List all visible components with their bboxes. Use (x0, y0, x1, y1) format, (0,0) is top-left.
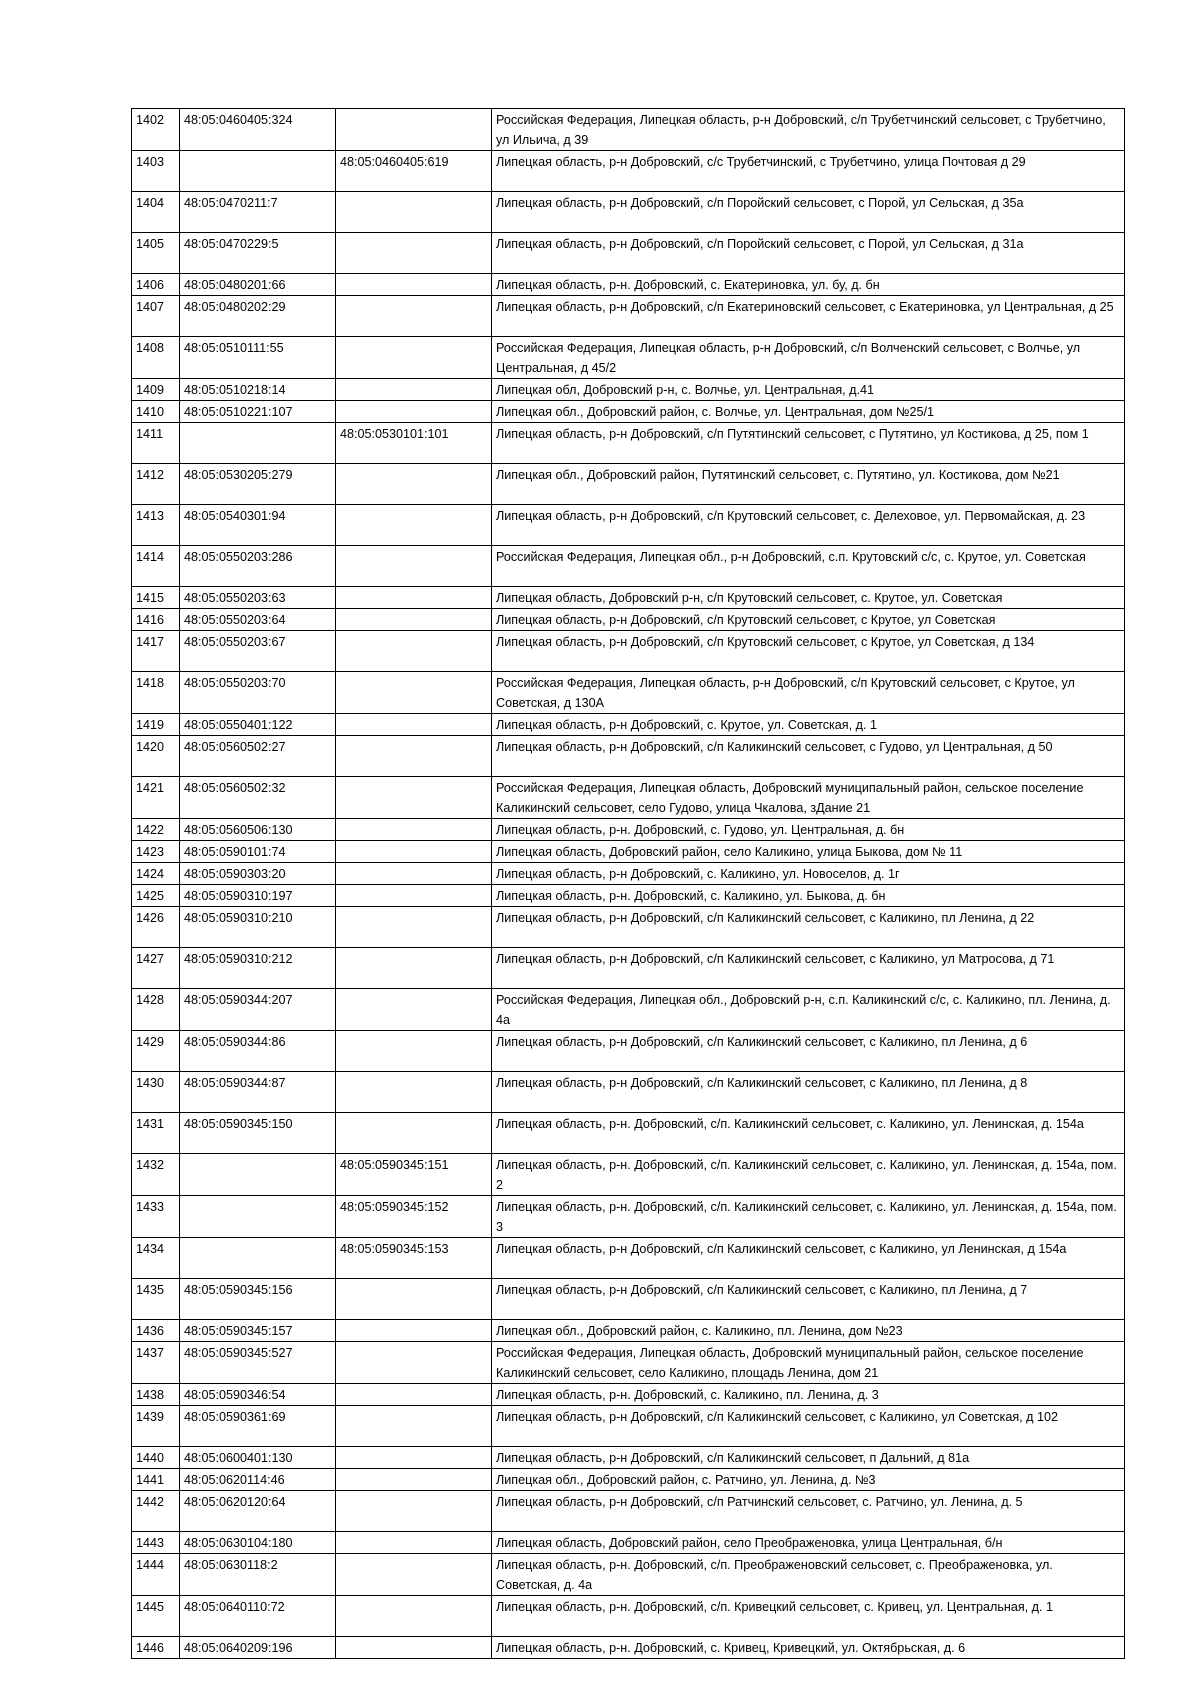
row-number-cell: 1444 (132, 1554, 180, 1596)
premises-cadastral-number-cell (336, 819, 492, 841)
table-row (132, 1320, 1125, 1342)
address-cell: Липецкая область, р-н Добровский, с/п Поройский сельсовет, с Порой, ул Сельская, д 35а (492, 192, 1125, 233)
premises-cadastral-number-cell (336, 907, 492, 948)
table-row (132, 1384, 1125, 1406)
premises-cadastral-number-cell (336, 1596, 492, 1637)
address-cell: Липецкая обл., Добровский район, с. Каликино, пл. Ленина, дом №23 (492, 1320, 1125, 1342)
row-number-cell: 1414 (132, 546, 180, 587)
table-row (132, 192, 1125, 233)
table-row (132, 1447, 1125, 1469)
cadastral-number-cell: 48:05:0470229:5 (180, 233, 336, 274)
row-number-cell: 1405 (132, 233, 180, 274)
cadastral-number-cell: 48:05:0560506:130 (180, 819, 336, 841)
table-row (132, 505, 1125, 546)
table-body (132, 109, 1125, 1659)
table-row (132, 109, 1125, 151)
row-number-cell: 1446 (132, 1637, 180, 1659)
row-number-cell: 1412 (132, 464, 180, 505)
table-row (132, 587, 1125, 609)
cadastral-number-cell: 48:05:0590310:210 (180, 907, 336, 948)
table-row (132, 1596, 1125, 1637)
premises-cadastral-number-cell: 48:05:0460405:619 (336, 151, 492, 192)
row-number-cell: 1416 (132, 609, 180, 631)
cadastral-number-cell (180, 1238, 336, 1279)
address-cell: Липецкая область, р-н Добровский, с/п Крутовский сельсовет, с. Делеховое, ул. Первомайская, д. 23 (492, 505, 1125, 546)
cadastral-number-cell: 48:05:0590310:212 (180, 948, 336, 989)
premises-cadastral-number-cell (336, 736, 492, 777)
address-cell: Липецкая область, р-н Добровский, с/п Путятинский сельсовет, с Путятино, ул Костикова, д 25, пом 1 (492, 423, 1125, 464)
address-cell: Липецкая обл., Добровский район, с. Ратчино, ул. Ленина, д. №3 (492, 1469, 1125, 1491)
table-row (132, 1279, 1125, 1320)
table-row (132, 401, 1125, 423)
cadastral-number-cell: 48:05:0540301:94 (180, 505, 336, 546)
row-number-cell: 1434 (132, 1238, 180, 1279)
row-number-cell: 1404 (132, 192, 180, 233)
cadastral-number-cell: 48:05:0640209:196 (180, 1637, 336, 1659)
table-row (132, 948, 1125, 989)
premises-cadastral-number-cell (336, 505, 492, 546)
address-cell: Липецкая область, р-н Добровский, с/с Трубетчинский, с Трубетчино, улица Почтовая д 29 (492, 151, 1125, 192)
cadastral-number-cell: 48:05:0590344:207 (180, 989, 336, 1031)
property-register-table (131, 108, 1125, 1659)
address-cell: Липецкая область, р-н Добровский, с/п Каликинский сельсовет, п Дальний, д 81а (492, 1447, 1125, 1469)
row-number-cell: 1420 (132, 736, 180, 777)
row-number-cell: 1413 (132, 505, 180, 546)
premises-cadastral-number-cell (336, 379, 492, 401)
address-cell: Липецкая область, Добровский район, село Каликино, улица Быкова, дом № 11 (492, 841, 1125, 863)
address-cell: Российская Федерация, Липецкая область, р-н Добровский, с/п Волченский сельсовет, с Волчье, ул Центральная, д 45/2 (492, 337, 1125, 379)
table-row (132, 819, 1125, 841)
row-number-cell: 1430 (132, 1072, 180, 1113)
premises-cadastral-number-cell (336, 546, 492, 587)
premises-cadastral-number-cell (336, 1113, 492, 1154)
cadastral-number-cell: 48:05:0590346:54 (180, 1384, 336, 1406)
premises-cadastral-number-cell (336, 464, 492, 505)
address-cell: Липецкая обл., Добровский район, Путятинский сельсовет, с. Путятино, ул. Костикова, дом №21 (492, 464, 1125, 505)
address-cell: Липецкая область, р-н Добровский, с/п Каликинский сельсовет, с Каликино, ул Матросова, д 71 (492, 948, 1125, 989)
table-row (132, 546, 1125, 587)
address-cell: Липецкая область, р-н. Добровский, с. Каликино, ул. Быкова, д. бн (492, 885, 1125, 907)
table-row (132, 609, 1125, 631)
premises-cadastral-number-cell (336, 1532, 492, 1554)
cadastral-number-cell: 48:05:0550203:63 (180, 587, 336, 609)
table-row (132, 337, 1125, 379)
row-number-cell: 1427 (132, 948, 180, 989)
address-cell: Липецкая область, р-н. Добровский, с/п. Кривецкий сельсовет, с. Кривец, ул. Центральная, д. 1 (492, 1596, 1125, 1637)
table-row (132, 296, 1125, 337)
cadastral-number-cell: 48:05:0550401:122 (180, 714, 336, 736)
row-number-cell: 1409 (132, 379, 180, 401)
cadastral-number-cell: 48:05:0630104:180 (180, 1532, 336, 1554)
cadastral-number-cell: 48:05:0590303:20 (180, 863, 336, 885)
row-number-cell: 1408 (132, 337, 180, 379)
row-number-cell: 1429 (132, 1031, 180, 1072)
cadastral-number-cell: 48:05:0590345:150 (180, 1113, 336, 1154)
premises-cadastral-number-cell (336, 1491, 492, 1532)
address-cell: Липецкая область, р-н Добровский, с/п Каликинский сельсовет, с Каликино, пл Ленина, д 22 (492, 907, 1125, 948)
cadastral-number-cell: 48:05:0630118:2 (180, 1554, 336, 1596)
cadastral-number-cell (180, 1154, 336, 1196)
row-number-cell: 1435 (132, 1279, 180, 1320)
address-cell: Липецкая область, р-н. Добровский, с/п. Каликинский сельсовет, с. Каликино, ул. Ленинская, д. 154а, пом. 2 (492, 1154, 1125, 1196)
address-cell: Липецкая область, р-н Добровский, с/п Каликинский сельсовет, с Каликино, ул Ленинская, д 154а (492, 1238, 1125, 1279)
address-cell: Липецкая область, р-н. Добровский, с/п. Каликинский сельсовет, с. Каликино, ул. Ленинская, д. 154а, пом. 3 (492, 1196, 1125, 1238)
cadastral-number-cell: 48:05:0550203:70 (180, 672, 336, 714)
premises-cadastral-number-cell (336, 337, 492, 379)
premises-cadastral-number-cell (336, 233, 492, 274)
cadastral-number-cell: 48:05:0550203:67 (180, 631, 336, 672)
address-cell: Российская Федерация, Липецкая область, Добровский муниципальный район, сельское поселение Каликинский сельсовет, село Гудово, улица Чкалова, зДание 21 (492, 777, 1125, 819)
table-row (132, 1469, 1125, 1491)
premises-cadastral-number-cell (336, 989, 492, 1031)
premises-cadastral-number-cell (336, 841, 492, 863)
table-row (132, 1491, 1125, 1532)
row-number-cell: 1438 (132, 1384, 180, 1406)
table-row (132, 274, 1125, 296)
premises-cadastral-number-cell (336, 863, 492, 885)
document-page (131, 108, 1124, 1659)
cadastral-number-cell: 48:05:0470211:7 (180, 192, 336, 233)
row-number-cell: 1441 (132, 1469, 180, 1491)
row-number-cell: 1426 (132, 907, 180, 948)
premises-cadastral-number-cell (336, 296, 492, 337)
row-number-cell: 1442 (132, 1491, 180, 1532)
cadastral-number-cell: 48:05:0590345:156 (180, 1279, 336, 1320)
cadastral-number-cell: 48:05:0480202:29 (180, 296, 336, 337)
row-number-cell: 1445 (132, 1596, 180, 1637)
cadastral-number-cell: 48:05:0550203:286 (180, 546, 336, 587)
cadastral-number-cell: 48:05:0620114:46 (180, 1469, 336, 1491)
premises-cadastral-number-cell (336, 1279, 492, 1320)
premises-cadastral-number-cell (336, 1554, 492, 1596)
row-number-cell: 1431 (132, 1113, 180, 1154)
premises-cadastral-number-cell (336, 1384, 492, 1406)
address-cell: Липецкая область, р-н Добровский, с/п Каликинский сельсовет, с Гудово, ул Центральная, д 50 (492, 736, 1125, 777)
cadastral-number-cell (180, 1196, 336, 1238)
row-number-cell: 1443 (132, 1532, 180, 1554)
table-row (132, 1196, 1125, 1238)
address-cell: Липецкая область, р-н Добровский, с/п Поройский сельсовет, с Порой, ул Сельская, д 31а (492, 233, 1125, 274)
premises-cadastral-number-cell (336, 274, 492, 296)
premises-cadastral-number-cell (336, 1342, 492, 1384)
cadastral-number-cell: 48:05:0590101:74 (180, 841, 336, 863)
table-row (132, 233, 1125, 274)
cadastral-number-cell: 48:05:0560502:32 (180, 777, 336, 819)
premises-cadastral-number-cell: 48:05:0530101:101 (336, 423, 492, 464)
cadastral-number-cell: 48:05:0640110:72 (180, 1596, 336, 1637)
row-number-cell: 1440 (132, 1447, 180, 1469)
row-number-cell: 1418 (132, 672, 180, 714)
table-row (132, 464, 1125, 505)
premises-cadastral-number-cell (336, 1637, 492, 1659)
table-row (132, 151, 1125, 192)
address-cell: Липецкая область, р-н Добровский, с/п Ратчинский сельсовет, с. Ратчино, ул. Ленина, д. 5 (492, 1491, 1125, 1532)
row-number-cell: 1428 (132, 989, 180, 1031)
cadastral-number-cell: 48:05:0510221:107 (180, 401, 336, 423)
cadastral-number-cell: 48:05:0530205:279 (180, 464, 336, 505)
premises-cadastral-number-cell: 48:05:0590345:152 (336, 1196, 492, 1238)
cadastral-number-cell: 48:05:0600401:130 (180, 1447, 336, 1469)
cadastral-number-cell: 48:05:0590344:86 (180, 1031, 336, 1072)
premises-cadastral-number-cell: 48:05:0590345:153 (336, 1238, 492, 1279)
premises-cadastral-number-cell (336, 631, 492, 672)
table-row (132, 672, 1125, 714)
address-cell: Российская Федерация, Липецкая область, р-н Добровский, с/п Крутовский сельсовет, с Крутое, ул Советская, д 130А (492, 672, 1125, 714)
row-number-cell: 1437 (132, 1342, 180, 1384)
address-cell: Липецкая область, р-н. Добровский, с. Каликино, пл. Ленина, д. 3 (492, 1384, 1125, 1406)
cadastral-number-cell: 48:05:0590361:69 (180, 1406, 336, 1447)
row-number-cell: 1411 (132, 423, 180, 464)
table-row (132, 907, 1125, 948)
premises-cadastral-number-cell (336, 1072, 492, 1113)
address-cell: Липецкая область, р-н Добровский, с/п Крутовский сельсовет, с Крутое, ул Советская (492, 609, 1125, 631)
table-row (132, 1406, 1125, 1447)
row-number-cell: 1439 (132, 1406, 180, 1447)
row-number-cell: 1424 (132, 863, 180, 885)
table-row (132, 1637, 1125, 1659)
row-number-cell: 1423 (132, 841, 180, 863)
row-number-cell: 1422 (132, 819, 180, 841)
table-row (132, 989, 1125, 1031)
premises-cadastral-number-cell (336, 609, 492, 631)
table-row (132, 379, 1125, 401)
row-number-cell: 1425 (132, 885, 180, 907)
row-number-cell: 1417 (132, 631, 180, 672)
premises-cadastral-number-cell (336, 587, 492, 609)
premises-cadastral-number-cell (336, 777, 492, 819)
premises-cadastral-number-cell (336, 714, 492, 736)
table-row (132, 1072, 1125, 1113)
premises-cadastral-number-cell (336, 1320, 492, 1342)
table-row (132, 777, 1125, 819)
row-number-cell: 1407 (132, 296, 180, 337)
address-cell: Липецкая область, р-н Добровский, с. Каликино, ул. Новоселов, д. 1г (492, 863, 1125, 885)
table-row (132, 1532, 1125, 1554)
address-cell: Липецкая область, р-н. Добровский, с. Екатериновка, ул. бу, д. бн (492, 274, 1125, 296)
cadastral-number-cell: 48:05:0590344:87 (180, 1072, 336, 1113)
row-number-cell: 1419 (132, 714, 180, 736)
premises-cadastral-number-cell (336, 109, 492, 151)
address-cell: Липецкая область, р-н Добровский, с/п Каликинский сельсовет, с Каликино, пл Ленина, д 7 (492, 1279, 1125, 1320)
table-row (132, 1113, 1125, 1154)
premises-cadastral-number-cell (336, 1447, 492, 1469)
table-row (132, 423, 1125, 464)
row-number-cell: 1432 (132, 1154, 180, 1196)
row-number-cell: 1410 (132, 401, 180, 423)
cadastral-number-cell: 48:05:0590345:527 (180, 1342, 336, 1384)
cadastral-number-cell: 48:05:0510111:55 (180, 337, 336, 379)
premises-cadastral-number-cell (336, 1469, 492, 1491)
address-cell: Российская Федерация, Липецкая область, Добровский муниципальный район, сельское поселение Каликинский сельсовет, село Каликино, площадь Ленина, дом 21 (492, 1342, 1125, 1384)
address-cell: Липецкая область, р-н Добровский, с/п Крутовский сельсовет, с Крутое, ул Советская, д 134 (492, 631, 1125, 672)
address-cell: Липецкая обл., Добровский район, с. Волчье, ул. Центральная, дом №25/1 (492, 401, 1125, 423)
address-cell: Липецкая область, р-н Добровский, с/п Каликинский сельсовет, с Каликино, ул Советская, д 102 (492, 1406, 1125, 1447)
address-cell: Липецкая область, р-н. Добровский, с/п. Преображеновский сельсовет, с. Преображеновка, ул. Советская, д. 4а (492, 1554, 1125, 1596)
table-row (132, 885, 1125, 907)
table-row (132, 1238, 1125, 1279)
address-cell: Липецкая область, Добровский район, село Преображеновка, улица Центральная, б/н (492, 1532, 1125, 1554)
address-cell: Липецкая область, р-н. Добровский, с/п. Каликинский сельсовет, с. Каликино, ул. Ленинская, д. 154а (492, 1113, 1125, 1154)
cadastral-number-cell: 48:05:0460405:324 (180, 109, 336, 151)
row-number-cell: 1415 (132, 587, 180, 609)
premises-cadastral-number-cell (336, 1031, 492, 1072)
address-cell: Липецкая область, р-н Добровский, с/п Каликинский сельсовет, с Каликино, пл Ленина, д 6 (492, 1031, 1125, 1072)
table-row (132, 714, 1125, 736)
row-number-cell: 1406 (132, 274, 180, 296)
cadastral-number-cell: 48:05:0590310:197 (180, 885, 336, 907)
table-row (132, 1154, 1125, 1196)
premises-cadastral-number-cell (336, 672, 492, 714)
address-cell: Российская Федерация, Липецкая обл., р-н Добровский, с.п. Крутовский с/с, с. Крутое, ул. Советская (492, 546, 1125, 587)
premises-cadastral-number-cell (336, 885, 492, 907)
cadastral-number-cell: 48:05:0510218:14 (180, 379, 336, 401)
address-cell: Липецкая область, р-н. Добровский, с. Гудово, ул. Центральная, д. бн (492, 819, 1125, 841)
address-cell: Липецкая область, Добровский р-н, с/п Крутовский сельсовет, с. Крутое, ул. Советская (492, 587, 1125, 609)
cadastral-number-cell: 48:05:0560502:27 (180, 736, 336, 777)
cadastral-number-cell: 48:05:0550203:64 (180, 609, 336, 631)
row-number-cell: 1421 (132, 777, 180, 819)
cadastral-number-cell: 48:05:0620120:64 (180, 1491, 336, 1532)
premises-cadastral-number-cell: 48:05:0590345:151 (336, 1154, 492, 1196)
address-cell: Липецкая область, р-н. Добровский, с. Кривец, Кривецкий, ул. Октябрьская, д. 6 (492, 1637, 1125, 1659)
address-cell: Липецкая область, р-н Добровский, с/п Каликинский сельсовет, с Каликино, пл Ленина, д 8 (492, 1072, 1125, 1113)
premises-cadastral-number-cell (336, 192, 492, 233)
row-number-cell: 1433 (132, 1196, 180, 1238)
cadastral-number-cell (180, 151, 336, 192)
address-cell: Липецкая область, р-н Добровский, с. Крутое, ул. Советская, д. 1 (492, 714, 1125, 736)
table-row (132, 736, 1125, 777)
table-row (132, 863, 1125, 885)
address-cell: Российская Федерация, Липецкая обл., Добровский р-н, с.п. Каликинский с/с, с. Каликино, пл. Ленина, д. 4а (492, 989, 1125, 1031)
table-row (132, 1031, 1125, 1072)
cadastral-number-cell: 48:05:0480201:66 (180, 274, 336, 296)
row-number-cell: 1402 (132, 109, 180, 151)
table-row (132, 1554, 1125, 1596)
cadastral-number-cell (180, 423, 336, 464)
premises-cadastral-number-cell (336, 1406, 492, 1447)
cadastral-number-cell: 48:05:0590345:157 (180, 1320, 336, 1342)
row-number-cell: 1436 (132, 1320, 180, 1342)
table-row (132, 1342, 1125, 1384)
premises-cadastral-number-cell (336, 401, 492, 423)
row-number-cell: 1403 (132, 151, 180, 192)
table-row (132, 841, 1125, 863)
address-cell: Липецкая обл, Добровский р-н, с. Волчье, ул. Центральная, д.41 (492, 379, 1125, 401)
table-row (132, 631, 1125, 672)
address-cell: Российская Федерация, Липецкая область, р-н Добровский, с/п Трубетчинский сельсовет, с Трубетчино, ул Ильича, д 39 (492, 109, 1125, 151)
premises-cadastral-number-cell (336, 948, 492, 989)
address-cell: Липецкая область, р-н Добровский, с/п Екатериновский сельсовет, с Екатериновка, ул Центральная, д 25 (492, 296, 1125, 337)
